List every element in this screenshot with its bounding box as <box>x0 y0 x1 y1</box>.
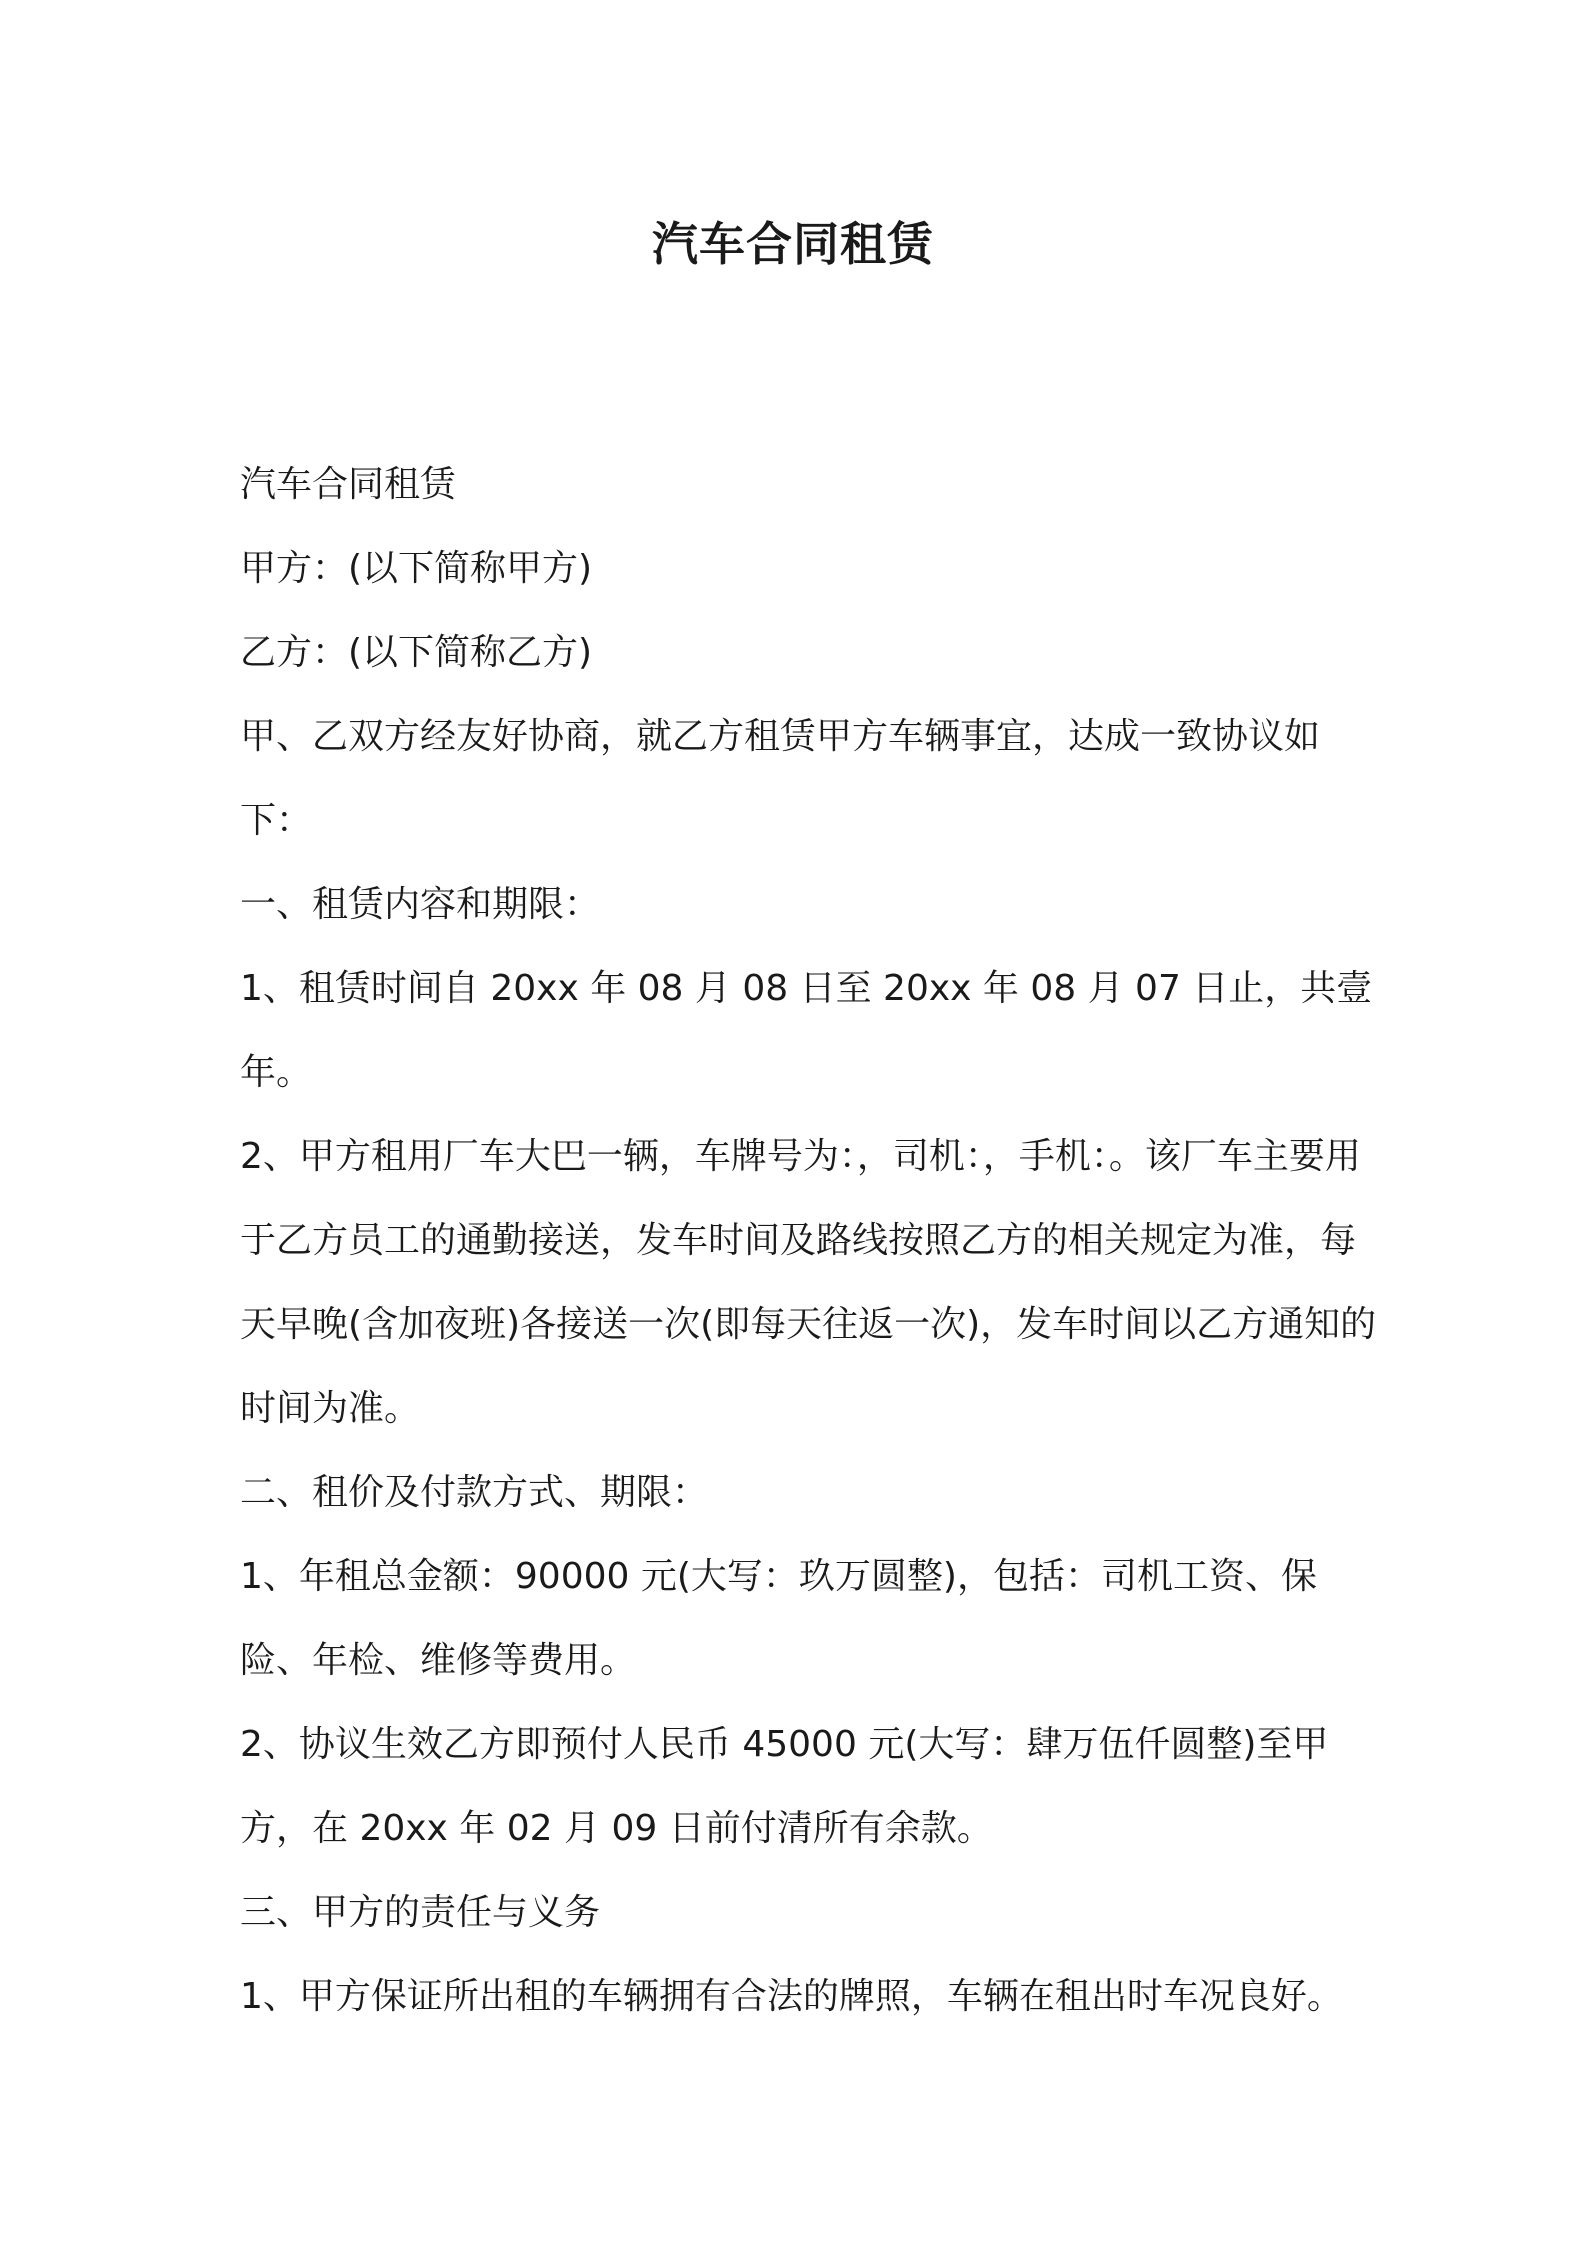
paragraph-annual-rent: 1、年租总金额：90000 元(大写：玖万圆整)，包括：司机工资、保险、年检、维修等费用。 <box>240 1556 1317 1681</box>
document-title: 汽车合同租赁 <box>652 217 934 271</box>
paragraph-party-b: 乙方：(以下简称乙方) <box>240 632 593 673</box>
paragraph-preamble: 甲、乙双方经友好协商，就乙方租赁甲方车辆事宜，达成一致协议如下： <box>240 716 1321 841</box>
paragraph-subtitle: 汽车合同租赁 <box>240 464 457 505</box>
paragraph-lease-period: 1、租赁时间自 20xx 年 08 月 08 日至 20xx 年 08 月 07 日止，共壹年。 <box>240 968 1373 1093</box>
document-body <box>240 443 1380 2039</box>
paragraph-prepayment: 2、协议生效乙方即预付人民币 45000 元(大写：肆万伍仟圆整)至甲方，在 20xx 年 02 月 09 日前付清所有余款。 <box>240 1724 1329 1849</box>
paragraph-party-a: 甲方：(以下简称甲方) <box>240 548 593 589</box>
paragraph-vehicle-usage: 2、甲方租用厂车大巴一辆，车牌号为：，司机：，手机：。该厂车主要用于乙方员工的通勤接送，发车时间及路线按照乙方的相关规定为准，每天早晚(含加夜班)各接送一次(即每天往返一次)，发车时间以乙方通知的时间为准。 <box>240 1136 1377 1429</box>
section-heading-lease-term: 一、租赁内容和期限： <box>240 884 601 925</box>
section-heading-payment: 二、租价及付款方式、期限： <box>240 1472 709 1513</box>
paragraph-vehicle-guarantee: 1、甲方保证所出租的车辆拥有合法的牌照，车辆在租出时车况良好。 <box>240 1976 1343 2017</box>
section-heading-party-a-duties: 三、甲方的责任与义务 <box>240 1892 601 1933</box>
